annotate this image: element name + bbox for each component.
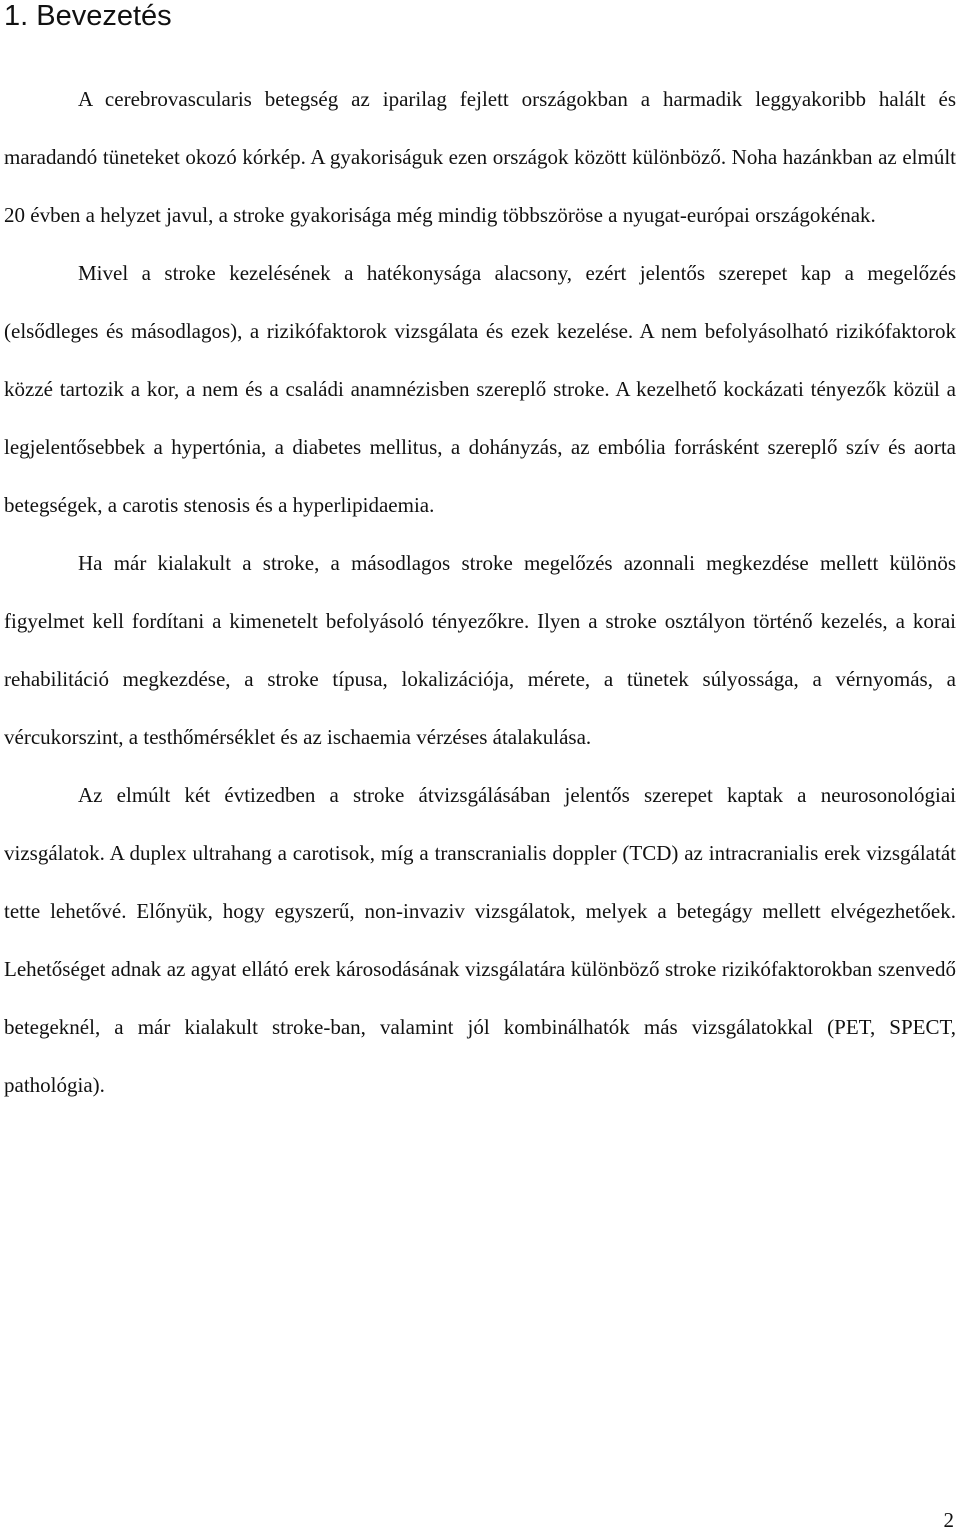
page-number: 2 [943,1508,954,1532]
paragraph-4: Az elmúlt két évtizedben a stroke átvizsgálásában jelentős szerepet kaptak a neurosonológiai vizsgálatok. A duplex ultrahang a carotisok, míg a transcranialis doppler (TCD) az intracranialis erek vizsgálatát tette lehetővé. Előnyük, hogy egyszerű, non-invaziv vizsgálatok, melyek a betegágy mellett elvégezhetőek. Lehetőséget adnak az agyat ellátó erek károsodásának vizsgálatára különböző stroke rizikófaktorokban szenvedő betegeknél, a már kialakult stroke-ban, valamint jól kombinálhatók más vizsgálatokkal (PET, SPECT, pathológia). [4,783,956,1097]
paragraph-1: A cerebrovascularis betegség az iparilag fejlett országokban a harmadik leggyakoribb halált és maradandó tüneteket okozó kórkép. A gyakoriságuk ezen országok között különböző. Noha hazánkban az elmúlt 20 évben a helyzet javul, a stroke gyakorisága még mindig többszöröse a nyugat-európai országokénak. [4,87,956,227]
section-heading: 1. Bevezetés [4,0,172,32]
body-text [4,70,956,1114]
paragraph-2: Mivel a stroke kezelésének a hatékonysága alacsony, ezért jelentős szerepet kap a megelőzés (elsődleges és másodlagos), a rizikófaktorok vizsgálata és ezek kezelése. A nem befolyásolható rizikófaktorok közzé tartozik a kor, a nem és a családi anamnézisben szereplő stroke. A kezelhető kockázati tényezők közül a legjelentősebbek a hypertónia, a diabetes mellitus, a dohányzás, az embólia forrásként szereplő szív és aorta betegségek, a carotis stenosis és a hyperlipidaemia. [4,261,956,517]
paragraph-3: Ha már kialakult a stroke, a másodlagos stroke megelőzés azonnali megkezdése mellett különös figyelmet kell fordítani a kimenetelt befolyásoló tényezőkre. Ilyen a stroke osztályon történő kezelés, a korai rehabilitáció megkezdése, a stroke típusa, lokalizációja, mérete, a tünetek súlyossága, a vérnyomás, a vércukorszint, a testhőmérséklet és az ischaemia vérzéses átalakulása. [4,551,956,749]
